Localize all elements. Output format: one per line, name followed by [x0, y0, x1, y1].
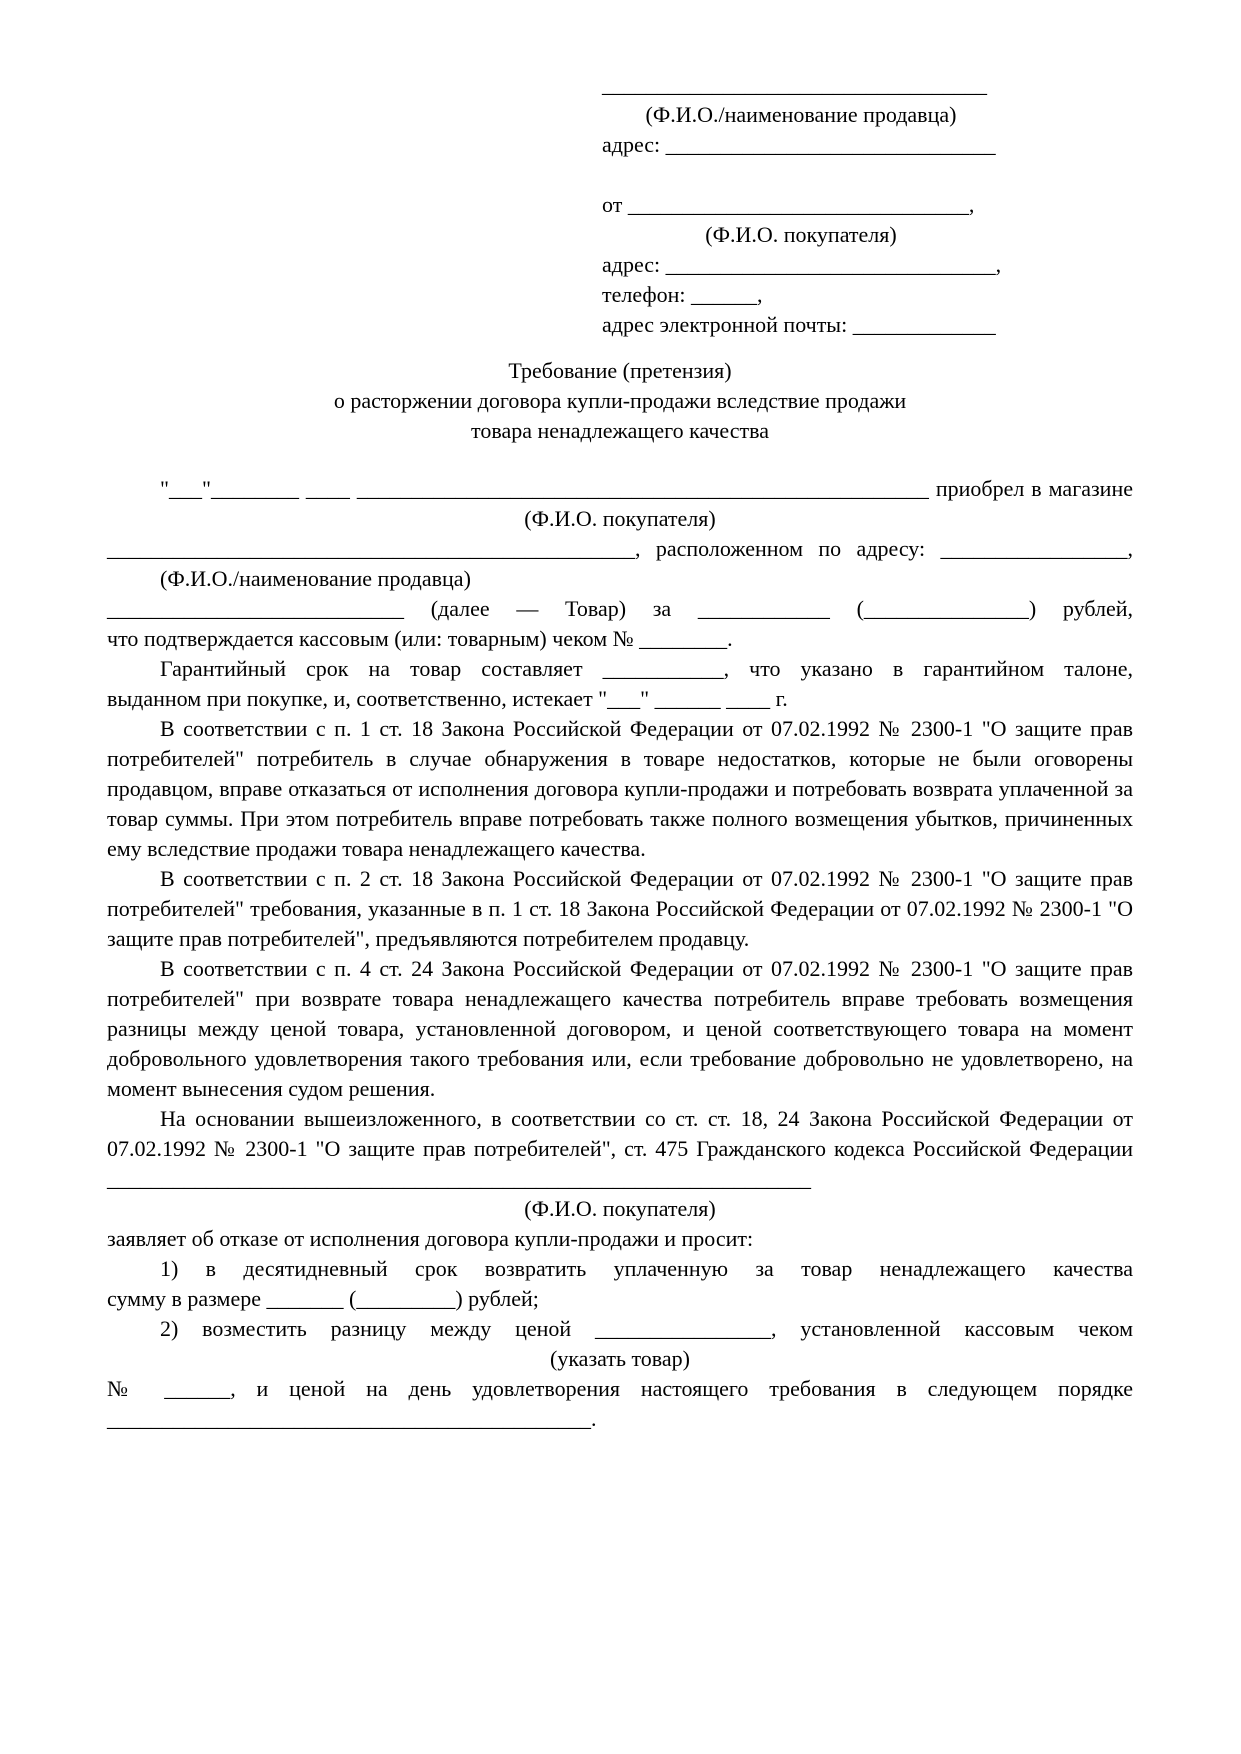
- specify-goods-caption: (указать товар): [550, 1346, 690, 1371]
- warranty-line-1: Гарантийный срок на товар составляет ___________, что указано в гарантийном талоне,: [160, 656, 1133, 681]
- title-line-2: о расторжении договора купли-продажи вследствие продажи: [333, 388, 907, 413]
- demand-2-line-1: 2) возместить разницу между ценой ________________, установленной кассовым чеком: [160, 1316, 1133, 1341]
- goods-price-line: ___________________________ (далее — Товар) за ____________ (_______________) рублей,: [107, 596, 1133, 621]
- conclusion-buyer-caption: (Ф.И.О. покупателя): [524, 1196, 716, 1221]
- demand-2-line-3: ____________________________________________.: [107, 1406, 597, 1431]
- demand-1-line-1: 1) в десятидневный срок возвратить уплаченную за товар ненадлежащего качества: [160, 1256, 1133, 1281]
- law-article18-p2-paragraph: В соответствии с п. 2 ст. 18 Закона Российской Федерации от 07.02.1992 № 2300-1 "О защите прав потребителей" требования, указанные в п. 1 ст. 18 Закона Российской Федерации от 07.02.1992 № 2300-1 "О защите прав потребителей", предъявляются потребителем продавцу.: [107, 866, 1133, 951]
- phone-line: телефон: ______,: [602, 282, 763, 307]
- document-title: [107, 356, 1133, 446]
- seller-address-line: адрес: ______________________________: [602, 132, 996, 157]
- recipient-block: [602, 70, 1000, 340]
- seller-name-line: ________________________________________________, расположенном по адресу: _________________,: [107, 536, 1133, 561]
- title-line-1: Требование (претензия): [508, 358, 732, 383]
- demand-1-line-2: сумму в размере _______ (_________) рублей;: [107, 1286, 539, 1311]
- demand-2-line-2: № ______, и ценой на день удовлетворения настоящего требования в следующем порядке: [107, 1376, 1133, 1401]
- title-line-3: товара ненадлежащего качества: [471, 418, 769, 443]
- seller-name-blank: ___________________________________: [602, 72, 987, 97]
- document-body: [107, 474, 1133, 1434]
- header-gap: [602, 160, 1000, 190]
- conclusion-paragraph: На основании вышеизложенного, в соответствии со ст. ст. 18, 24 Закона Российской Федерации от 07.02.1992 № 2300-1 "О защите прав потребителей", ст. 475 Гражданского кодекса Российской Федерации ________________________________________________________________: [107, 1106, 1133, 1191]
- law-article24-p4-paragraph: В соответствии с п. 4 ст. 24 Закона Российской Федерации от 07.02.1992 № 2300-1 "О защите прав потребителей" при возврате товара ненадлежащего качества потребитель вправе требовать возмещения разницы между ценой товара, установленной договором, и ценой соответствующего товара на момент добровольного удовлетворения такого требования или, если требование добровольно не удовлетворено, на момент вынесения судом решения.: [107, 956, 1133, 1101]
- email-line: адрес электронной почты: _____________: [602, 312, 996, 337]
- buyer-name-caption: (Ф.И.О. покупателя): [705, 222, 897, 247]
- from-line: от _______________________________,: [602, 192, 975, 217]
- seller-name-caption: (Ф.И.О./наименование продавца): [645, 102, 957, 127]
- buyer-fio-caption: (Ф.И.О. покупателя): [524, 506, 716, 531]
- warranty-line-2: выданном при покупке, и, соответственно, истекает "___" ______ ____ г.: [107, 686, 788, 711]
- seller-fio-caption: (Ф.И.О./наименование продавца): [160, 566, 471, 591]
- purchase-intro-line: "___"________ ____ ____________________________________________________ приобрел в магазине: [160, 476, 1133, 501]
- law-article18-p1-paragraph: В соответствии с п. 1 ст. 18 Закона Российской Федерации от 07.02.1992 № 2300-1 "О защите прав потребителей" потребитель в случае обнаружения в товаре недостатков, которые не были оговорены продавцом, вправе отказаться от исполнения договора купли-продажи и потребовать возврата уплаченной за товар суммы. При этом потребитель вправе потребовать также полного возмещения убытков, причиненных ему вследствие продажи товара ненадлежащего качества.: [107, 716, 1133, 861]
- receipt-number-line: что подтверждается кассовым (или: товарным) чеком № ________.: [107, 626, 733, 651]
- buyer-address-line: адрес: ______________________________,: [602, 252, 1002, 277]
- claim-intro-line: заявляет об отказе от исполнения договора купли-продажи и просит:: [107, 1226, 754, 1251]
